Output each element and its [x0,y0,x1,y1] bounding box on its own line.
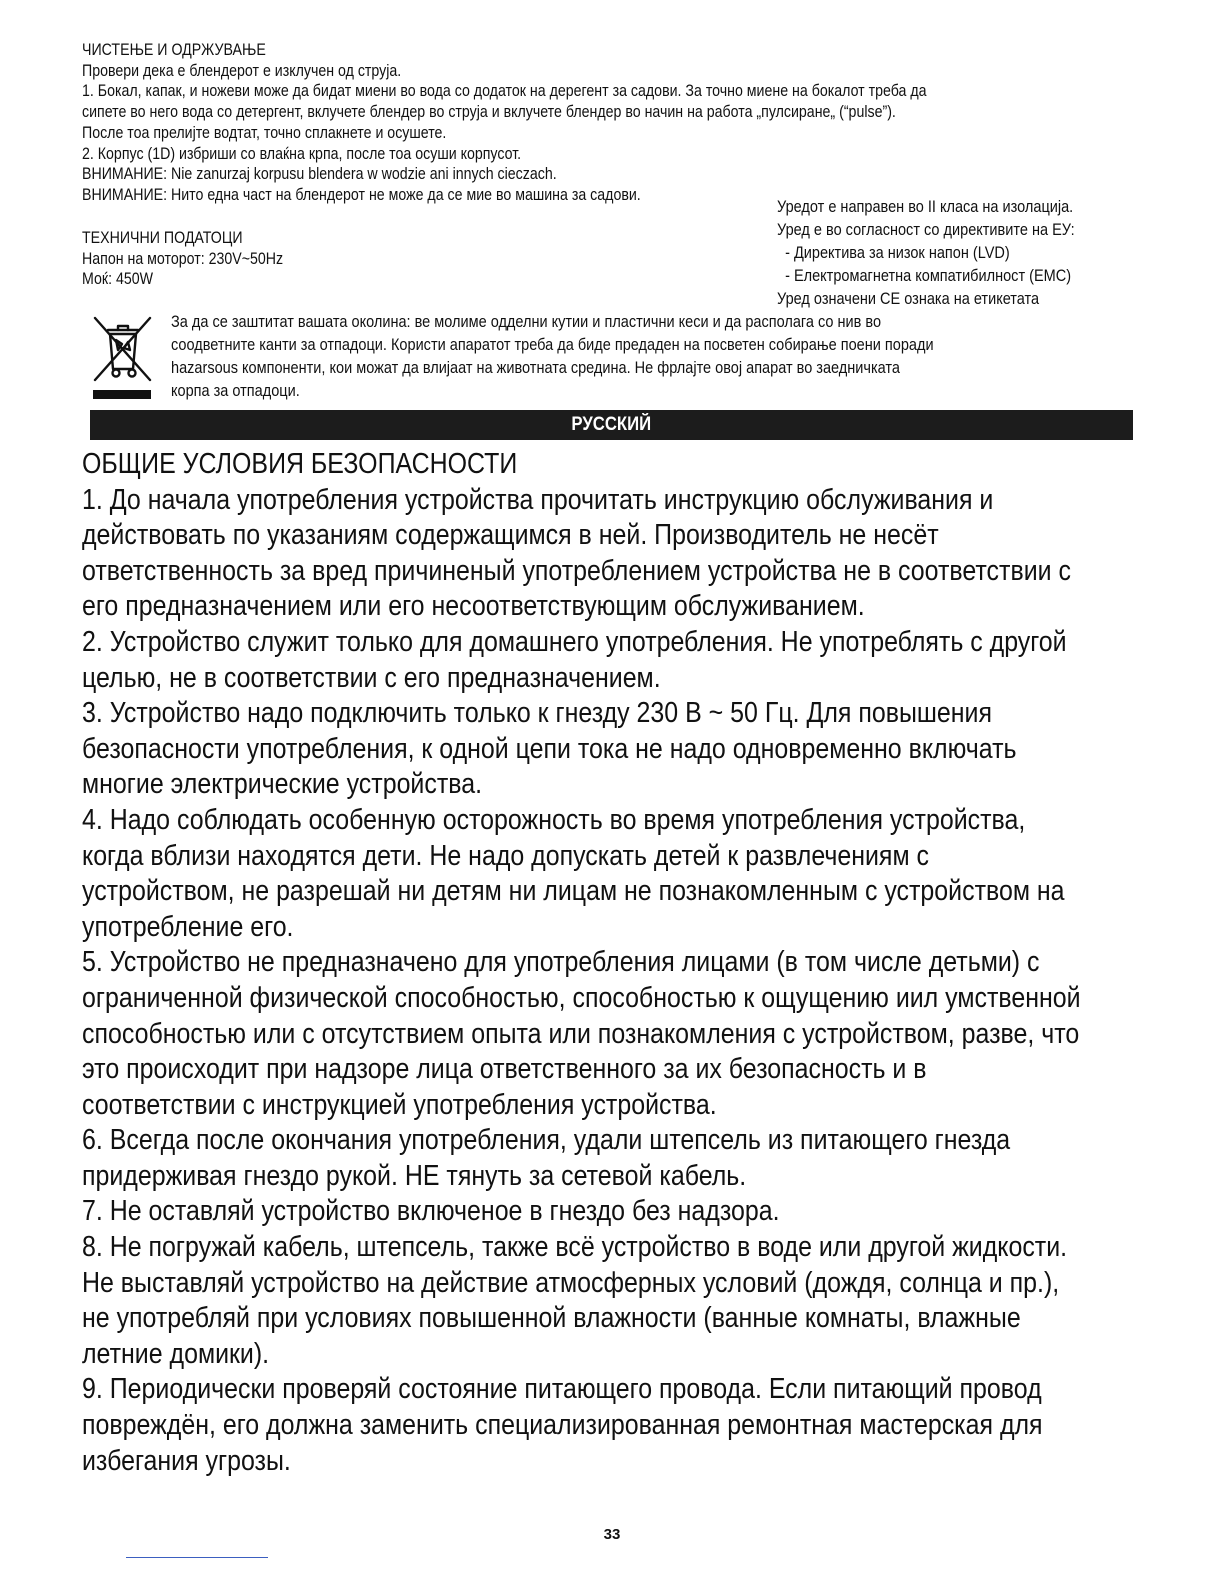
footer-rule [126,1557,268,1558]
weee-bar [93,390,151,399]
ru-text-line: Не выставляй устройство на действие атмосферных условий (дождя, солнца и пр.), [82,1266,1060,1299]
tech-power: Моќ: 450W [82,270,154,289]
mk-tech-block [82,228,316,290]
weee-line: корпа за отпадоци. [171,382,300,400]
ru-text-line: 6. Всегда после окончания употребления, удали штепсель из питающего гнезда [82,1124,1011,1157]
mk-text-line: После тоа прелијте водтат, точно сплакнете и осушете. [82,123,447,142]
ru-section-title: ОБЩИЕ УСЛОВИЯ БЕЗОПАСНОСТИ [82,448,518,480]
ru-text-line: 4. Надо соблюдать особенную осторожность во время употребления устройства, [82,803,1026,836]
ru-text-line: ответственность за вред причиненый употреблением устройства не в соответствии с [82,554,1071,587]
ru-safety-block [82,447,1224,1479]
ru-text-line: соответствии с инструкцией употребления устройства. [82,1088,717,1121]
ru-text-line: 3. Устройство надо подключить только к гнезду 230 В ~ 50 Гц. Для повышения [82,697,992,730]
mk-text-line: ВНИМАНИЕ: Нито една част на блендерот не може да се мие во машина за садови. [82,185,641,204]
weee-bin-icon [92,314,154,384]
mk-text-line: сипете во него вода со детергент, вклучете блендер во струја и вклучете блендер во начин на работа „пулсиране„ (“pulse”). [82,103,896,122]
tech-title: ТЕХНИЧНИ ПОДАТОЦИ [82,229,243,247]
ru-text-line: употребление его. [82,910,294,943]
ru-text-line: его предназначением или его несоответствующим обслуживанием. [82,590,865,623]
ru-text-line: действовать по указаниям содержащимся в ней. Производитель не несёт [82,519,939,552]
ru-text-line: способностью или с отсутствием опыта или познакомления с устройством, разве, что [82,1017,1080,1050]
ru-text-line: многие электрические устройства. [82,768,483,801]
compliance-line: - Директива за низок напон (LVD) [777,244,1010,262]
mk-text-line: ВНИМАНИЕ: Nie zanurzaj korpusu blendera w wodzie ani innych cieczach. [82,165,557,184]
ru-text-line: когда вблизи находятся дети. Не надо допускать детей к развлечениям с [82,839,929,872]
ru-text-line: это происходит при надзоре лица ответственного за их безопасность и в [82,1053,927,1086]
ru-text-line: целью, не в соответствии с его предназначением. [82,661,661,694]
ru-text-line: не употребляй при условиях повышенной влажности (ванные комнаты, влажные [82,1302,1021,1335]
page-number: 33 [603,1526,621,1543]
compliance-line: Уред е во согласност со директивите на ЕУ: [777,221,1075,239]
weee-line: соодветните канти за отпадоци. Користи апаратот треба да биде предаден на посветен собирање поени поради [171,336,934,354]
ru-text-line: безопасности употребления, к одной цепи тока не надо одновременно включать [82,732,1017,765]
weee-line: За да се заштитат вашата околина: ве молиме одделни кутии и пластични кеси и да располага со нив во [171,313,882,331]
ru-text-line: 1. До начала употребления устройства прочитать инструкцию обслуживания и [82,483,994,516]
ru-text-line: 7. Не оставляй устройство включеное в гнездо без надзора. [82,1195,780,1228]
ru-text-line: 5. Устройство не предназначено для употребления лицами (в том числе детьми) с [82,946,1040,979]
mk-weee-block [171,311,1038,403]
ru-text-line: устройством, не разрешай ни детям ни лицам не познакомленным с устройством на [82,875,1065,908]
ru-text-line: придерживая гнездо рукой. НЕ тянуть за сетевой кабель. [82,1159,747,1192]
mk-cleaning-block [82,40,1064,206]
weee-line: hazarsous компоненти, кои можат да влијаат на животната средина. Не фрлајте овој апарат во заедничката [171,359,900,377]
compliance-line: Уредот е направен во II класа на изолација. [777,198,1074,216]
ru-text-line: повреждён, его должна заменить специализированная ремонтная мастерская для [82,1409,1043,1442]
compliance-line: Уред означени CE ознака на етикетата [777,290,1040,308]
ru-text-line: 8. Не погружай кабель, штепсель, также всё устройство в воде или другой жидкости. [82,1231,1068,1264]
ru-text-line: избегания угрозы. [82,1444,291,1477]
language-banner [90,410,1133,440]
mk-text-line: Провери дека е блендерот е изклучен од струја. [82,61,402,80]
ru-text-line: летние домики). [82,1337,270,1370]
mk-cleaning-title: ЧИСТЕЊЕ И ОДРЖУВАЊЕ [82,41,266,59]
tech-voltage: Напон на моторот: 230V~50Hz [82,249,284,268]
mk-compliance-block [777,196,1115,311]
language-banner-label: РУССКИЙ [571,414,652,435]
mk-text-line: 1. Бокал, капак, и ножеви може да бидат миени во вода со додаток на дерегент за садови. За точно миене на бокалот треба да [82,82,927,101]
ru-text-line: 9. Периодически проверяй состояние питающего провода. Если питающий провод [82,1373,1042,1406]
ru-text-line: ограниченной физической способностью, способностью к ощущению иил умственной [82,981,1081,1014]
mk-text-line: 2. Корпус (1D) избриши со влаќна крпа, после тоа осуши корпусот. [82,144,522,163]
ru-text-line: 2. Устройство служит только для домашнего употребления. Не употреблять с другой [82,625,1067,658]
compliance-line: - Електромагнетна компатибилност (EMC) [777,267,1072,285]
